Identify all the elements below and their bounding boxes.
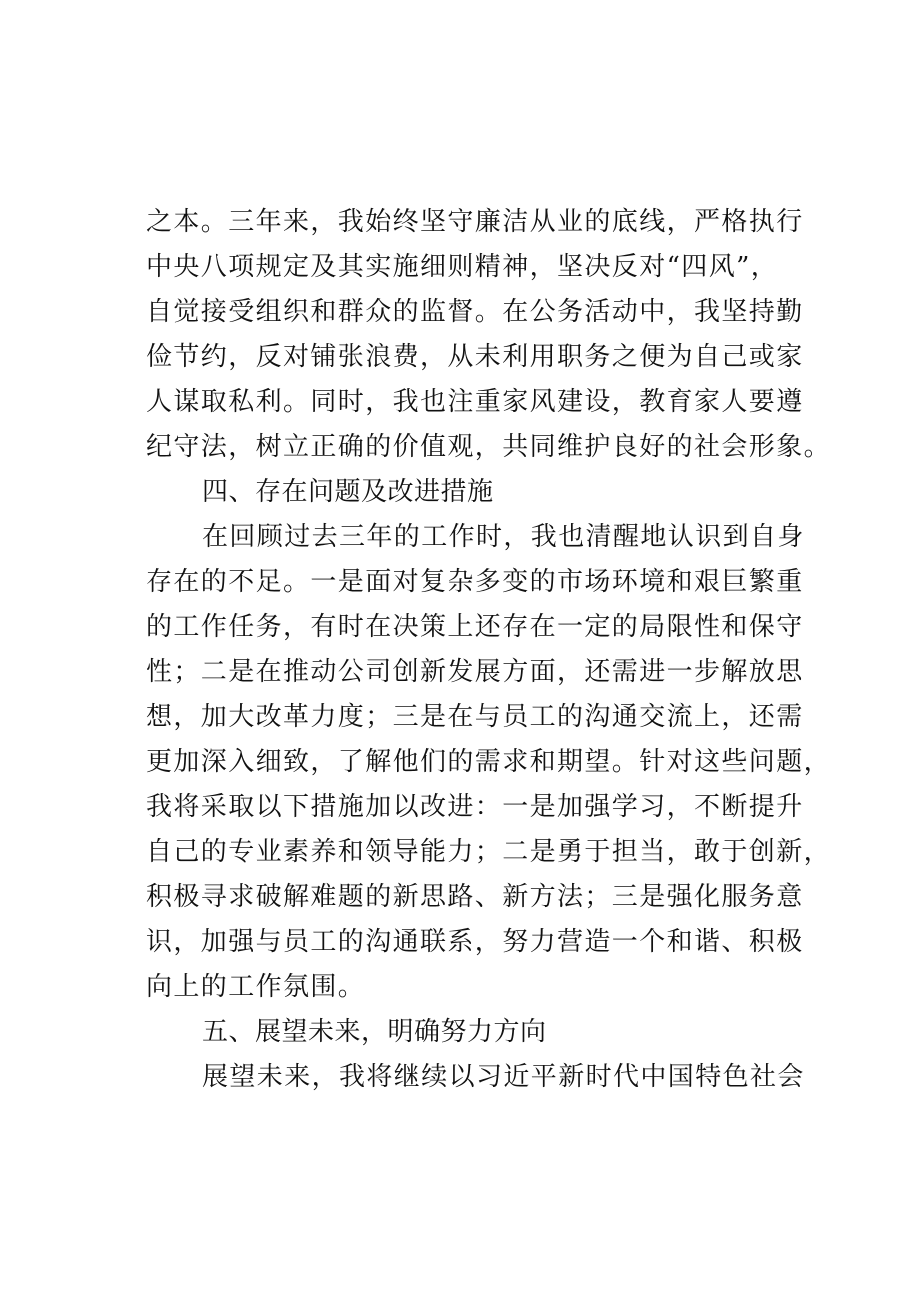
paragraph-line: 俭节约，反对铺张浪费，从未利用职务之便为自己或家 xyxy=(146,342,804,372)
paragraph-line: 的工作任务，有时在决策上还存在一定的局限性和保守 xyxy=(146,612,804,642)
section-heading-4: 四、存在问题及改进措施 xyxy=(202,477,494,507)
paragraph-line: 我将采取以下措施加以改进：一是加强学习，不断提升 xyxy=(146,792,804,822)
paragraph-line: 自觉接受组织和群众的监督。在公务活动中，我坚持勤 xyxy=(146,297,804,327)
paragraph-line: 存在的不足。一是面对复杂多变的市场环境和艰巨繁重 xyxy=(146,567,804,597)
paragraph-line: 人谋取私利。同时，我也注重家风建设，教育家人要遵 xyxy=(146,387,804,417)
paragraph-line: 积极寻求破解难题的新思路、新方法；三是强化服务意 xyxy=(146,882,804,912)
paragraph-line: 自己的专业素养和领导能力；二是勇于担当，敢于创新， xyxy=(146,837,832,867)
paragraph-line: 更加深入细致，了解他们的需求和期望。针对这些问题， xyxy=(146,747,832,777)
paragraph-line: 展望未来，我将继续以习近平新时代中国特色社会 xyxy=(202,1062,805,1092)
paragraph-line: 纪守法，树立正确的价值观，共同维护良好的社会形象。 xyxy=(146,432,832,462)
paragraph-line: 中央八项规定及其实施细则精神，坚决反对“四风”， xyxy=(146,252,779,282)
paragraph-line: 想，加大改革力度；三是在与员工的沟通交流上，还需 xyxy=(146,702,804,732)
section-heading-5: 五、展望未来，明确努力方向 xyxy=(202,1017,547,1047)
paragraph-line: 向上的工作氛围。 xyxy=(146,972,366,1002)
paragraph-line: 之本。三年来，我始终坚守廉洁从业的底线，严格执行 xyxy=(146,207,804,237)
paragraph-line: 识，加强与员工的沟通联系，努力营造一个和谐、积极 xyxy=(146,927,804,957)
document-body xyxy=(146,200,832,1100)
paragraph-line: 在回顾过去三年的工作时，我也清醒地认识到自身 xyxy=(202,522,805,552)
paragraph-line: 性；二是在推动公司创新发展方面，还需进一步解放思 xyxy=(146,657,804,687)
